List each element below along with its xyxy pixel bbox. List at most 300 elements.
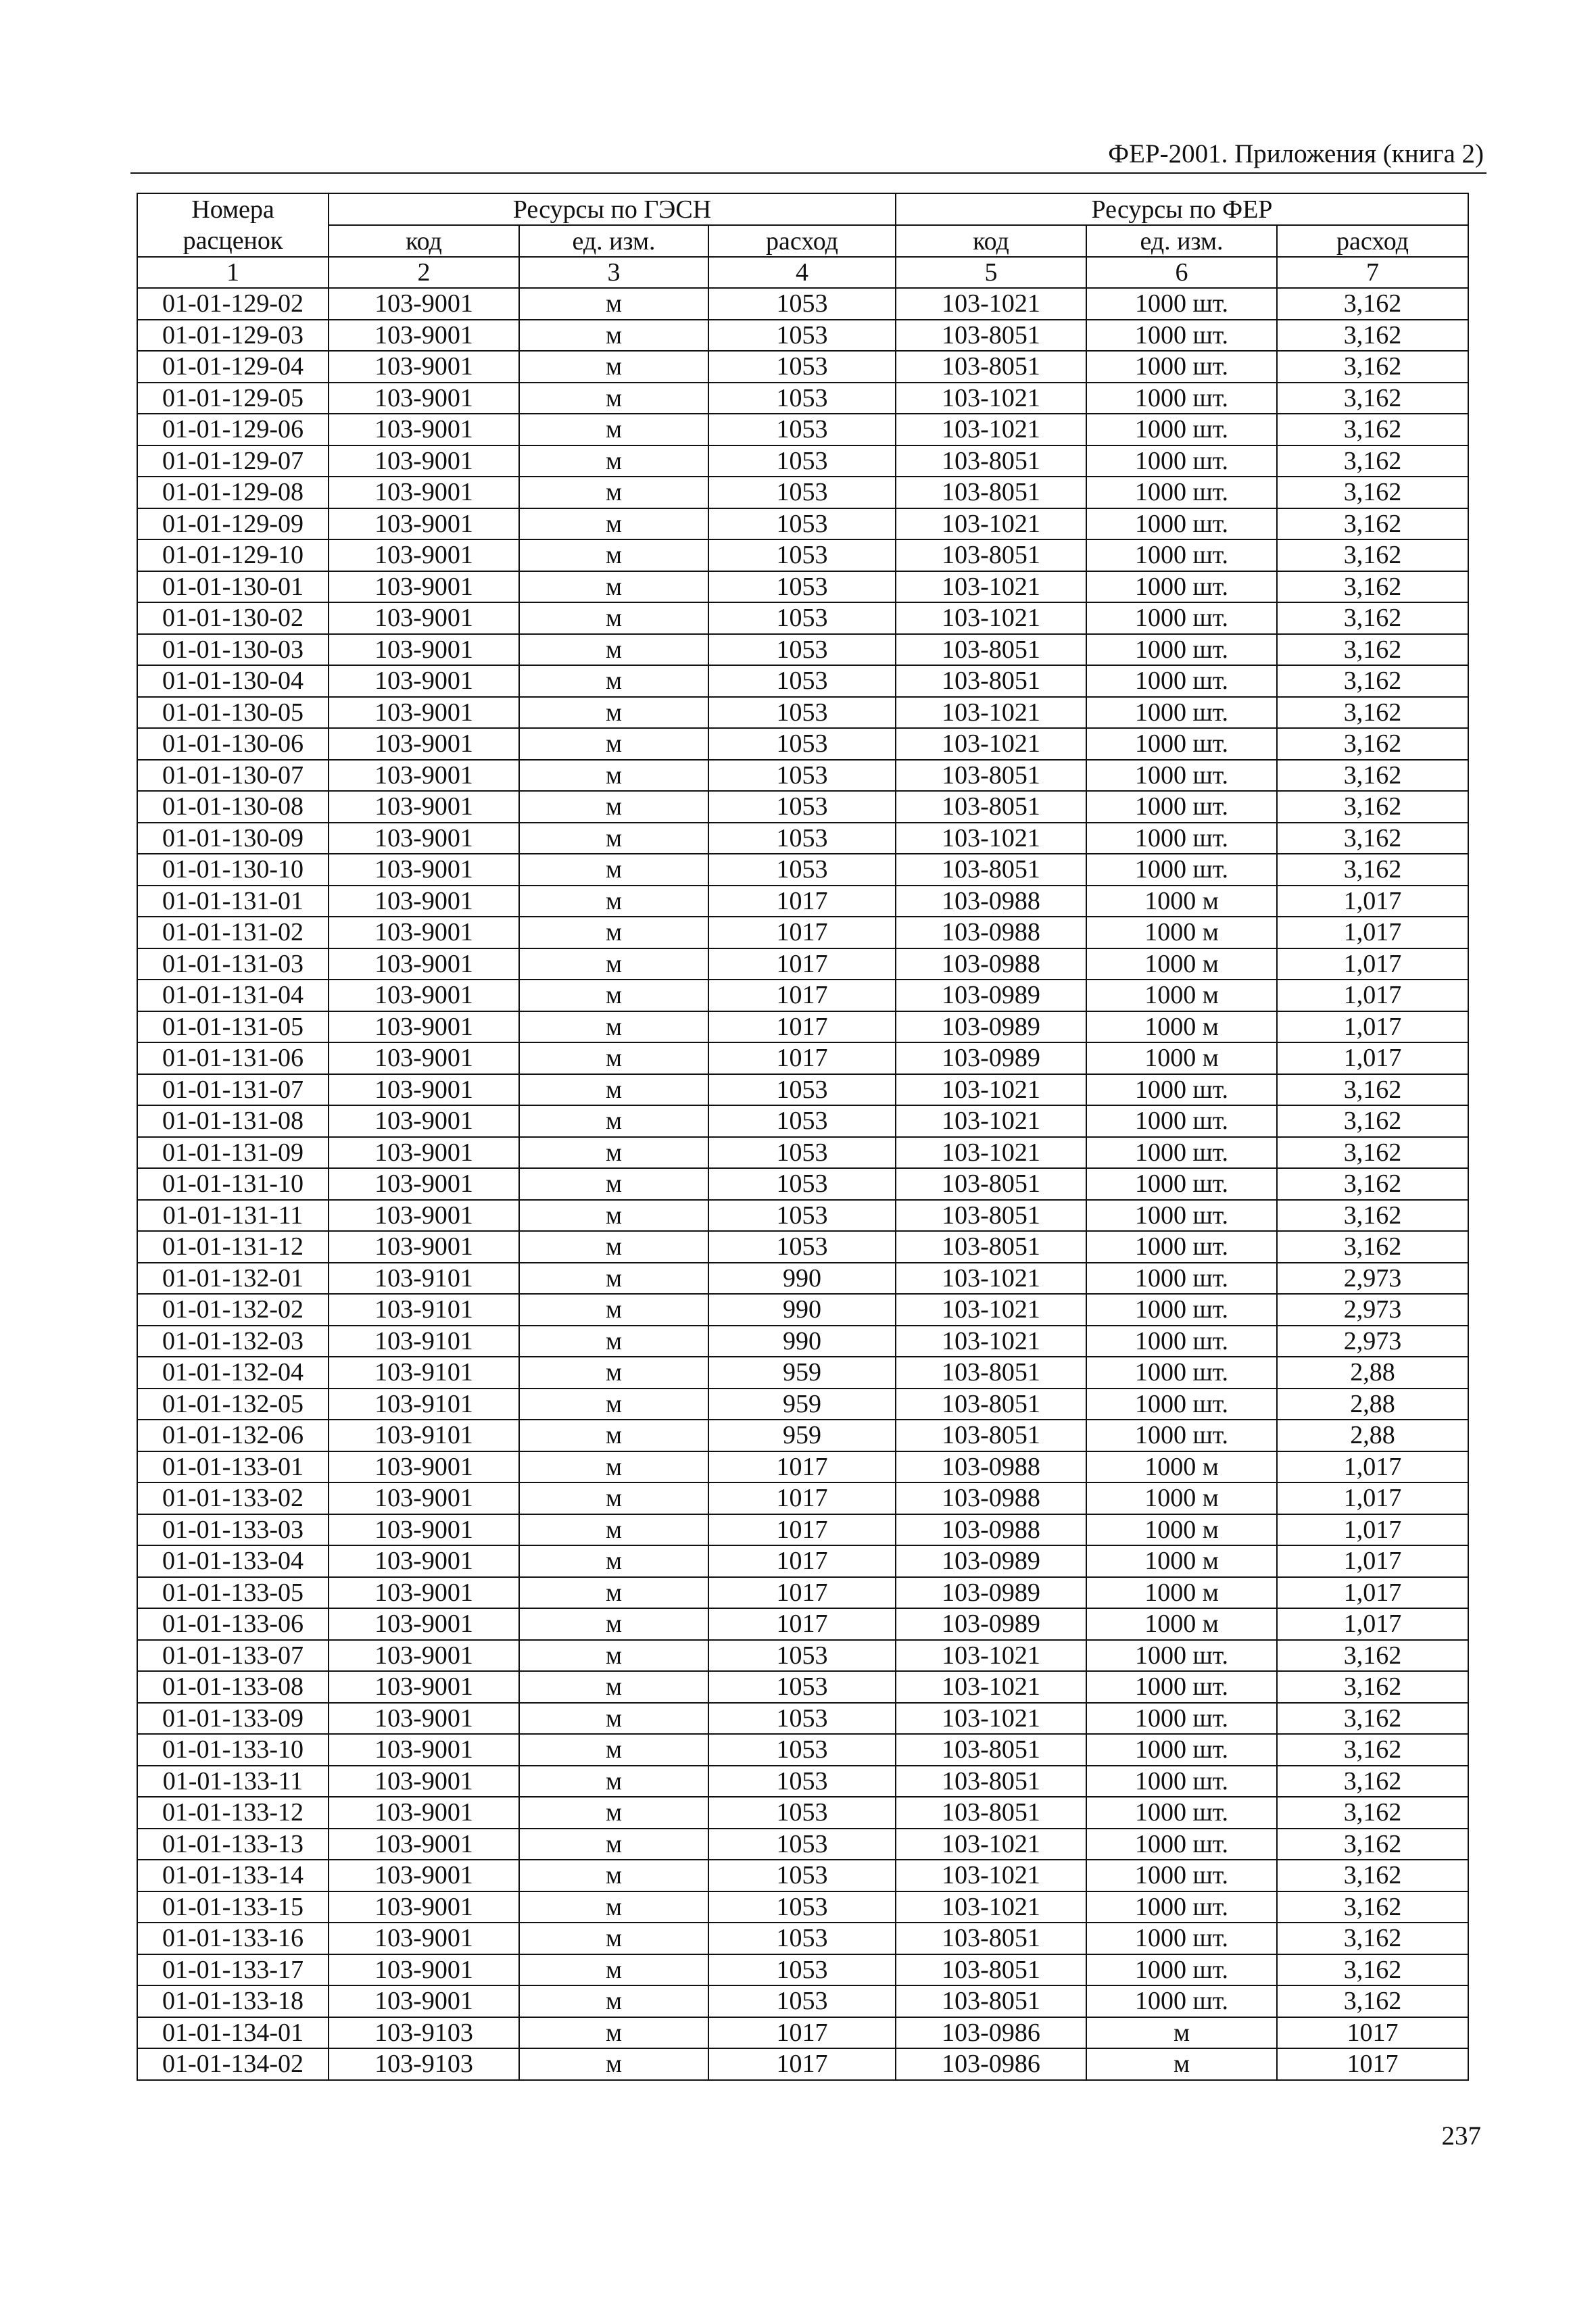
gesn-code-cell: 103-9001: [329, 1105, 519, 1137]
fer-code-cell: 103-1021: [896, 1137, 1086, 1169]
fer-unit-cell: 1000 шт.: [1086, 1954, 1277, 1986]
fer-code-cell: 103-8051: [896, 1923, 1086, 1954]
rate-number-cell: 01-01-133-04: [137, 1545, 329, 1577]
gesn-code-cell: 103-9001: [329, 1766, 519, 1798]
rate-number-cell: 01-01-131-08: [137, 1105, 329, 1137]
rate-number-cell: 01-01-133-12: [137, 1797, 329, 1829]
gesn-code-cell: 103-9001: [329, 1577, 519, 1609]
fer-consumption-cell: 1,017: [1277, 948, 1468, 980]
rate-number-cell: 01-01-132-01: [137, 1263, 329, 1295]
gesn-consumption-cell: 990: [708, 1326, 896, 1357]
table-row: [137, 1294, 1468, 1326]
fer-unit-cell: м: [1086, 2017, 1277, 2049]
rate-number-cell: 01-01-129-10: [137, 539, 329, 571]
table-row: [137, 1577, 1468, 1609]
fer-consumption-cell: 2,973: [1277, 1326, 1468, 1357]
column-number: 4: [708, 257, 896, 288]
gesn-code-cell: 103-9001: [329, 1451, 519, 1483]
fer-consumption-cell: 2,88: [1277, 1389, 1468, 1420]
gesn-unit-cell: м: [519, 1168, 708, 1200]
gesn-consumption-cell: 1017: [708, 1451, 896, 1483]
fer-consumption-cell: 1,017: [1277, 1451, 1468, 1483]
fer-consumption-cell: 3,162: [1277, 539, 1468, 571]
fer-unit-cell: 1000 шт.: [1086, 351, 1277, 383]
gesn-code-cell: 103-9103: [329, 2048, 519, 2080]
header-gesn-consumption: расход: [708, 225, 896, 257]
fer-code-cell: 103-1021: [896, 1294, 1086, 1326]
fer-consumption-cell: 3,162: [1277, 1105, 1468, 1137]
gesn-unit-cell: м: [519, 1357, 708, 1389]
rate-number-cell: 01-01-133-01: [137, 1451, 329, 1483]
table-row: [137, 1954, 1468, 1986]
gesn-consumption-cell: 1017: [708, 2048, 896, 2080]
fer-code-cell: 103-8051: [896, 791, 1086, 823]
gesn-code-cell: 103-9001: [329, 917, 519, 948]
table-row: [137, 1766, 1468, 1798]
gesn-code-cell: 103-9001: [329, 980, 519, 1011]
gesn-consumption-cell: 1017: [708, 1011, 896, 1043]
fer-code-cell: 103-1021: [896, 508, 1086, 540]
gesn-consumption-cell: 1053: [708, 1985, 896, 2017]
table-row: [137, 383, 1468, 414]
gesn-consumption-cell: 1053: [708, 1703, 896, 1735]
fer-code-cell: 103-8051: [896, 760, 1086, 792]
header-fer-code: код: [896, 225, 1086, 257]
fer-code-cell: 103-8051: [896, 351, 1086, 383]
fer-consumption-cell: 1,017: [1277, 1482, 1468, 1514]
fer-consumption-cell: 3,162: [1277, 697, 1468, 729]
table-row: [137, 508, 1468, 540]
fer-consumption-cell: 1,017: [1277, 886, 1468, 917]
rate-number-cell: 01-01-131-01: [137, 886, 329, 917]
table-row: [137, 1734, 1468, 1766]
rate-number-cell: 01-01-133-02: [137, 1482, 329, 1514]
gesn-unit-cell: м: [519, 1514, 708, 1546]
fer-code-cell: 103-8051: [896, 1420, 1086, 1451]
gesn-code-cell: 103-9001: [329, 539, 519, 571]
gesn-consumption-cell: 1053: [708, 539, 896, 571]
table-row: [137, 1231, 1468, 1263]
fer-unit-cell: 1000 шт.: [1086, 320, 1277, 352]
gesn-consumption-cell: 1017: [708, 886, 896, 917]
fer-unit-cell: 1000 шт.: [1086, 1168, 1277, 1200]
gesn-consumption-cell: 990: [708, 1263, 896, 1295]
fer-unit-cell: 1000 м: [1086, 1577, 1277, 1609]
fer-consumption-cell: 3,162: [1277, 728, 1468, 760]
table-body: [137, 288, 1468, 2080]
fer-unit-cell: 1000 шт.: [1086, 602, 1277, 634]
fer-code-cell: 103-8051: [896, 1797, 1086, 1829]
header-fer-consumption: расход: [1277, 225, 1468, 257]
table-row: [137, 1357, 1468, 1389]
rate-number-cell: 01-01-132-02: [137, 1294, 329, 1326]
fer-code-cell: 103-8051: [896, 1168, 1086, 1200]
table-row: [137, 1608, 1468, 1640]
rate-number-cell: 01-01-129-03: [137, 320, 329, 352]
fer-code-cell: 103-1021: [896, 1326, 1086, 1357]
fer-code-cell: 103-0989: [896, 980, 1086, 1011]
gesn-unit-cell: м: [519, 2048, 708, 2080]
fer-code-cell: 103-1021: [896, 1640, 1086, 1672]
fer-consumption-cell: 3,162: [1277, 383, 1468, 414]
fer-code-cell: 103-1021: [896, 571, 1086, 603]
fer-unit-cell: 1000 шт.: [1086, 1671, 1277, 1703]
gesn-code-cell: 103-9001: [329, 602, 519, 634]
column-number: 6: [1086, 257, 1277, 288]
fer-unit-cell: 1000 шт.: [1086, 728, 1277, 760]
gesn-code-cell: 103-9001: [329, 1891, 519, 1923]
gesn-unit-cell: м: [519, 791, 708, 823]
gesn-code-cell: 103-9001: [329, 1231, 519, 1263]
gesn-unit-cell: м: [519, 1640, 708, 1672]
rate-number-cell: 01-01-130-09: [137, 823, 329, 854]
gesn-consumption-cell: 1053: [708, 1923, 896, 1954]
fer-consumption-cell: 1,017: [1277, 1577, 1468, 1609]
fer-consumption-cell: 3,162: [1277, 288, 1468, 320]
gesn-unit-cell: м: [519, 1829, 708, 1860]
gesn-code-cell: 103-9001: [329, 1734, 519, 1766]
gesn-consumption-cell: 1053: [708, 791, 896, 823]
gesn-unit-cell: м: [519, 1923, 708, 1954]
gesn-code-cell: 103-9103: [329, 2017, 519, 2049]
fer-unit-cell: 1000 шт.: [1086, 1891, 1277, 1923]
table-row: [137, 2017, 1468, 2049]
gesn-code-cell: 103-9001: [329, 1954, 519, 1986]
fer-unit-cell: 1000 шт.: [1086, 1074, 1277, 1106]
gesn-code-cell: 103-9001: [329, 1797, 519, 1829]
rate-number-cell: 01-01-130-01: [137, 571, 329, 603]
gesn-code-cell: 103-9001: [329, 791, 519, 823]
table-header: [137, 193, 1468, 288]
fer-unit-cell: 1000 шт.: [1086, 823, 1277, 854]
gesn-unit-cell: м: [519, 1891, 708, 1923]
fer-consumption-cell: 3,162: [1277, 1231, 1468, 1263]
fer-code-cell: 103-1021: [896, 1703, 1086, 1735]
gesn-code-cell: 103-9001: [329, 445, 519, 477]
table-row: [137, 760, 1468, 792]
fer-code-cell: 103-8051: [896, 665, 1086, 697]
gesn-consumption-cell: 1017: [708, 1042, 896, 1074]
rate-number-cell: 01-01-134-01: [137, 2017, 329, 2049]
fer-consumption-cell: 3,162: [1277, 1954, 1468, 1986]
table-row: [137, 1042, 1468, 1074]
fer-unit-cell: 1000 шт.: [1086, 1326, 1277, 1357]
gesn-consumption-cell: 1017: [708, 1482, 896, 1514]
gesn-code-cell: 103-9001: [329, 1168, 519, 1200]
header-rate-numbers-text: Номера расценок: [183, 195, 283, 255]
gesn-code-cell: 103-9001: [329, 1671, 519, 1703]
table-row: [137, 917, 1468, 948]
fer-code-cell: 103-0989: [896, 1042, 1086, 1074]
table-row: [137, 414, 1468, 445]
gesn-code-cell: 103-9001: [329, 854, 519, 886]
fer-unit-cell: 1000 шт.: [1086, 760, 1277, 792]
fer-code-cell: 103-1021: [896, 697, 1086, 729]
fer-unit-cell: 1000 шт.: [1086, 445, 1277, 477]
gesn-unit-cell: м: [519, 1200, 708, 1232]
gesn-code-cell: 103-9101: [329, 1420, 519, 1451]
table-row: [137, 1797, 1468, 1829]
rate-number-cell: 01-01-133-09: [137, 1703, 329, 1735]
fer-consumption-cell: 3,162: [1277, 791, 1468, 823]
gesn-unit-cell: м: [519, 1326, 708, 1357]
fer-code-cell: 103-8051: [896, 854, 1086, 886]
gesn-unit-cell: м: [519, 948, 708, 980]
gesn-consumption-cell: 1053: [708, 1074, 896, 1106]
header-rate-numbers: [137, 193, 329, 257]
gesn-code-cell: 103-9001: [329, 320, 519, 352]
table-row: [137, 634, 1468, 666]
fer-consumption-cell: 3,162: [1277, 1074, 1468, 1106]
table-row: [137, 2048, 1468, 2080]
fer-code-cell: 103-1021: [896, 1074, 1086, 1106]
gesn-consumption-cell: 959: [708, 1420, 896, 1451]
gesn-unit-cell: м: [519, 1420, 708, 1451]
fer-consumption-cell: 3,162: [1277, 1137, 1468, 1169]
fer-consumption-cell: 3,162: [1277, 1923, 1468, 1954]
fer-consumption-cell: 3,162: [1277, 854, 1468, 886]
gesn-unit-cell: м: [519, 1482, 708, 1514]
fer-consumption-cell: 3,162: [1277, 320, 1468, 352]
fer-unit-cell: 1000 шт.: [1086, 1389, 1277, 1420]
gesn-code-cell: 103-9001: [329, 351, 519, 383]
fer-consumption-cell: 1,017: [1277, 1011, 1468, 1043]
gesn-consumption-cell: 1053: [708, 1105, 896, 1137]
gesn-consumption-cell: 1053: [708, 760, 896, 792]
fer-consumption-cell: 3,162: [1277, 1640, 1468, 1672]
gesn-unit-cell: м: [519, 1608, 708, 1640]
rate-number-cell: 01-01-130-03: [137, 634, 329, 666]
table-row: [137, 1671, 1468, 1703]
fer-code-cell: 103-0986: [896, 2048, 1086, 2080]
gesn-code-cell: 103-9001: [329, 1137, 519, 1169]
rate-number-cell: 01-01-133-08: [137, 1671, 329, 1703]
fer-unit-cell: м: [1086, 2048, 1277, 2080]
rate-number-cell: 01-01-130-10: [137, 854, 329, 886]
gesn-unit-cell: м: [519, 1042, 708, 1074]
gesn-consumption-cell: 1053: [708, 665, 896, 697]
rate-number-cell: 01-01-130-02: [137, 602, 329, 634]
gesn-consumption-cell: 1017: [708, 917, 896, 948]
gesn-unit-cell: м: [519, 917, 708, 948]
fer-unit-cell: 1000 м: [1086, 948, 1277, 980]
gesn-unit-cell: м: [519, 1451, 708, 1483]
fer-code-cell: 103-1021: [896, 728, 1086, 760]
fer-consumption-cell: 1,017: [1277, 1545, 1468, 1577]
column-number: 1: [137, 257, 329, 288]
gesn-code-cell: 103-9101: [329, 1389, 519, 1420]
resources-table: [137, 193, 1469, 2081]
gesn-unit-cell: м: [519, 1389, 708, 1420]
table-row: [137, 1011, 1468, 1043]
rate-number-cell: 01-01-133-07: [137, 1640, 329, 1672]
fer-unit-cell: 1000 м: [1086, 1545, 1277, 1577]
gesn-consumption-cell: 1017: [708, 1545, 896, 1577]
gesn-consumption-cell: 1053: [708, 854, 896, 886]
gesn-code-cell: 103-9001: [329, 728, 519, 760]
gesn-consumption-cell: 1053: [708, 1200, 896, 1232]
fer-unit-cell: 1000 м: [1086, 886, 1277, 917]
rate-number-cell: 01-01-130-05: [137, 697, 329, 729]
gesn-unit-cell: м: [519, 1985, 708, 2017]
gesn-code-cell: 103-9101: [329, 1263, 519, 1295]
rate-number-cell: 01-01-131-06: [137, 1042, 329, 1074]
table-row: [137, 1545, 1468, 1577]
rate-number-cell: 01-01-129-08: [137, 477, 329, 508]
fer-code-cell: 103-1021: [896, 1891, 1086, 1923]
fer-unit-cell: 1000 шт.: [1086, 288, 1277, 320]
gesn-code-cell: 103-9001: [329, 1985, 519, 2017]
fer-unit-cell: 1000 м: [1086, 1042, 1277, 1074]
fer-code-cell: 103-0988: [896, 917, 1086, 948]
table-row: [137, 1074, 1468, 1106]
table-row: [137, 1263, 1468, 1295]
gesn-consumption-cell: 1053: [708, 1766, 896, 1798]
fer-consumption-cell: 1,017: [1277, 1042, 1468, 1074]
fer-unit-cell: 1000 шт.: [1086, 571, 1277, 603]
header-row-subcolumns: [137, 225, 1468, 257]
fer-code-cell: 103-1021: [896, 1829, 1086, 1860]
gesn-code-cell: 103-9001: [329, 1200, 519, 1232]
table-row: [137, 1923, 1468, 1954]
gesn-code-cell: 103-9001: [329, 477, 519, 508]
fer-unit-cell: 1000 шт.: [1086, 854, 1277, 886]
gesn-code-cell: 103-9001: [329, 1923, 519, 1954]
gesn-unit-cell: м: [519, 288, 708, 320]
fer-consumption-cell: 2,88: [1277, 1420, 1468, 1451]
rate-number-cell: 01-01-133-06: [137, 1608, 329, 1640]
gesn-unit-cell: м: [519, 1734, 708, 1766]
table-row: [137, 1514, 1468, 1546]
gesn-unit-cell: м: [519, 1137, 708, 1169]
gesn-unit-cell: м: [519, 477, 708, 508]
fer-code-cell: 103-1021: [896, 1263, 1086, 1295]
rate-number-cell: 01-01-133-14: [137, 1860, 329, 1891]
gesn-consumption-cell: 1053: [708, 1860, 896, 1891]
fer-consumption-cell: 3,162: [1277, 634, 1468, 666]
rate-number-cell: 01-01-133-05: [137, 1577, 329, 1609]
gesn-unit-cell: м: [519, 445, 708, 477]
fer-code-cell: 103-1021: [896, 414, 1086, 445]
fer-unit-cell: 1000 шт.: [1086, 697, 1277, 729]
fer-unit-cell: 1000 м: [1086, 1011, 1277, 1043]
rate-number-cell: 01-01-130-07: [137, 760, 329, 792]
rate-number-cell: 01-01-129-02: [137, 288, 329, 320]
fer-consumption-cell: 3,162: [1277, 602, 1468, 634]
fer-consumption-cell: 3,162: [1277, 1766, 1468, 1798]
gesn-unit-cell: м: [519, 1011, 708, 1043]
fer-code-cell: 103-0988: [896, 1482, 1086, 1514]
table-row: [137, 980, 1468, 1011]
fer-code-cell: 103-8051: [896, 1357, 1086, 1389]
fer-code-cell: 103-8051: [896, 1231, 1086, 1263]
rate-number-cell: 01-01-131-12: [137, 1231, 329, 1263]
gesn-unit-cell: м: [519, 823, 708, 854]
gesn-consumption-cell: 1053: [708, 320, 896, 352]
table-row: [137, 351, 1468, 383]
fer-consumption-cell: 1,017: [1277, 1608, 1468, 1640]
table-row: [137, 1860, 1468, 1891]
gesn-code-cell: 103-9001: [329, 1860, 519, 1891]
table-row: [137, 1891, 1468, 1923]
fer-code-cell: 103-1021: [896, 288, 1086, 320]
fer-unit-cell: 1000 м: [1086, 980, 1277, 1011]
gesn-unit-cell: м: [519, 1703, 708, 1735]
gesn-code-cell: 103-9101: [329, 1357, 519, 1389]
fer-code-cell: 103-8051: [896, 320, 1086, 352]
table-row: [137, 1137, 1468, 1169]
running-header: ФЕР-2001. Приложения (книга 2): [1108, 139, 1484, 168]
table-row: [137, 1389, 1468, 1420]
gesn-consumption-cell: 1053: [708, 1891, 896, 1923]
gesn-unit-cell: м: [519, 1797, 708, 1829]
rate-number-cell: 01-01-133-11: [137, 1766, 329, 1798]
gesn-unit-cell: м: [519, 508, 708, 540]
fer-unit-cell: 1000 шт.: [1086, 414, 1277, 445]
table-row: [137, 697, 1468, 729]
header-row-column-numbers: [137, 257, 1468, 288]
fer-consumption-cell: 3,162: [1277, 414, 1468, 445]
rate-number-cell: 01-01-129-09: [137, 508, 329, 540]
gesn-consumption-cell: 1053: [708, 414, 896, 445]
header-rule: [130, 172, 1486, 174]
fer-code-cell: 103-0988: [896, 948, 1086, 980]
column-number: 7: [1277, 257, 1468, 288]
rate-number-cell: 01-01-133-16: [137, 1923, 329, 1954]
fer-consumption-cell: 3,162: [1277, 1734, 1468, 1766]
fer-code-cell: 103-0989: [896, 1577, 1086, 1609]
fer-unit-cell: 1000 шт.: [1086, 1137, 1277, 1169]
gesn-unit-cell: м: [519, 1231, 708, 1263]
gesn-unit-cell: м: [519, 1294, 708, 1326]
gesn-unit-cell: м: [519, 1545, 708, 1577]
fer-code-cell: 103-0989: [896, 1608, 1086, 1640]
table-row: [137, 886, 1468, 917]
fer-consumption-cell: 1017: [1277, 2048, 1468, 2080]
gesn-code-cell: 103-9001: [329, 1829, 519, 1860]
fer-code-cell: 103-1021: [896, 383, 1086, 414]
table-row: [137, 288, 1468, 320]
fer-unit-cell: 1000 шт.: [1086, 1200, 1277, 1232]
gesn-code-cell: 103-9001: [329, 1703, 519, 1735]
fer-unit-cell: 1000 шт.: [1086, 1357, 1277, 1389]
gesn-consumption-cell: 1053: [708, 571, 896, 603]
rate-number-cell: 01-01-134-02: [137, 2048, 329, 2080]
fer-unit-cell: 1000 шт.: [1086, 1829, 1277, 1860]
header-gesn-code: код: [329, 225, 519, 257]
table-row: [137, 1640, 1468, 1672]
fer-consumption-cell: 3,162: [1277, 477, 1468, 508]
rate-number-cell: 01-01-131-05: [137, 1011, 329, 1043]
fer-code-cell: 103-8051: [896, 1734, 1086, 1766]
gesn-consumption-cell: 1053: [708, 823, 896, 854]
fer-code-cell: 103-8051: [896, 1389, 1086, 1420]
table-row: [137, 320, 1468, 352]
fer-unit-cell: 1000 шт.: [1086, 1766, 1277, 1798]
fer-consumption-cell: 1,017: [1277, 917, 1468, 948]
fer-consumption-cell: 1,017: [1277, 980, 1468, 1011]
gesn-code-cell: 103-9001: [329, 1074, 519, 1106]
page-number: 237: [1441, 2121, 1481, 2150]
fer-unit-cell: 1000 шт.: [1086, 383, 1277, 414]
fer-consumption-cell: 3,162: [1277, 665, 1468, 697]
fer-consumption-cell: 3,162: [1277, 351, 1468, 383]
fer-code-cell: 103-1021: [896, 602, 1086, 634]
rate-number-cell: 01-01-131-02: [137, 917, 329, 948]
fer-unit-cell: 1000 м: [1086, 917, 1277, 948]
gesn-unit-cell: м: [519, 886, 708, 917]
gesn-code-cell: 103-9001: [329, 1011, 519, 1043]
